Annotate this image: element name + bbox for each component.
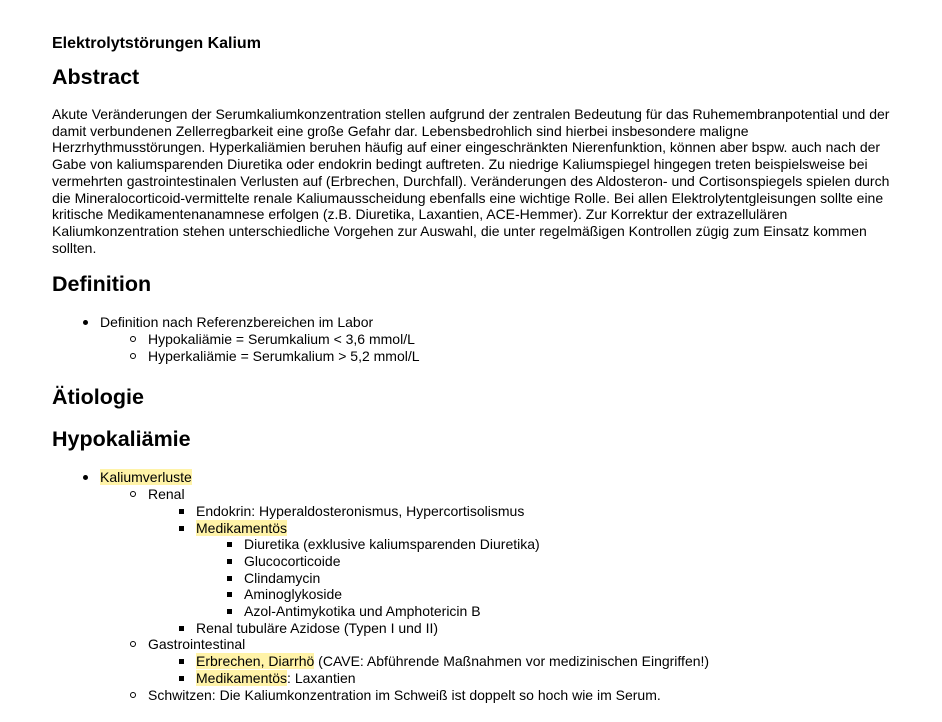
highlight-medikamentoes: Medikamentös (196, 519, 288, 536)
drug-item: Clindamycin (244, 569, 321, 586)
list-item (100, 636, 902, 686)
highlight-kaliumverluste: Kaliumverluste (100, 469, 192, 486)
drug-item: Glucocorticoide (244, 552, 341, 569)
list-item (100, 486, 902, 636)
drug-item: Azol-Antimykotika und Amphotericin B (244, 603, 481, 620)
list-item (196, 603, 902, 620)
highlight-medikamentoes-gi: Medikamentös (196, 669, 288, 686)
list-item (100, 687, 902, 704)
drug-item: Diuretika (exklusive kaliumsparenden Diuretika) (244, 536, 540, 553)
list-item (196, 570, 902, 587)
azidose-item: Renal tubuläre Azidose (Typen I und II) (196, 619, 439, 636)
gastrointestinal-label: Gastrointestinal (148, 636, 246, 653)
heading-aetiologie: Ätiologie (52, 385, 144, 410)
schwitzen-item: Schwitzen: Die Kaliumkonzentration im Schweiß ist doppelt so hoch wie im Serum. (148, 686, 661, 703)
document-title: Elektrolytstörungen Kalium (52, 35, 261, 52)
hypokaliaemie-definition: Hypokaliämie = Serumkalium < 3,6 mmol/L (148, 331, 415, 348)
definition-sublist (100, 331, 902, 364)
list-item (52, 469, 902, 703)
renal-sublist (148, 503, 902, 637)
erbrechen-note: (CAVE: Abführende Maßnahmen vor medizinischen Eingriffen!) (314, 653, 710, 670)
heading-abstract: Abstract (52, 65, 140, 89)
heading-definition: Definition (52, 272, 152, 297)
highlight-erbrechen: Erbrechen, Diarrhö (196, 653, 315, 670)
hypokaliaemie-list (52, 469, 902, 703)
list-item (196, 553, 902, 570)
list-item (148, 520, 902, 620)
list-item (148, 670, 902, 687)
renal-label: Renal (148, 486, 185, 503)
endokrin-item: Endokrin: Hyperaldosteronismus, Hypercortisolismus (196, 502, 525, 519)
hyperkaliaemie-definition: Hyperkaliämie = Serumkalium > 5,2 mmol/L (148, 347, 420, 364)
list-item (196, 536, 902, 553)
heading-hypokaliaemie: Hypokaliämie (52, 427, 191, 452)
definition-item-label: Definition nach Referenzbereichen im Labor (100, 314, 374, 331)
laxantien-note: : Laxantien (287, 669, 356, 686)
gastrointestinal-sublist (148, 653, 902, 686)
kaliumverluste-sublist (100, 486, 902, 703)
list-item (100, 331, 902, 348)
definition-list (52, 314, 902, 364)
list-item (52, 314, 902, 364)
drug-sublist (196, 536, 902, 620)
document (52, 34, 902, 722)
list-item (100, 348, 902, 365)
list-item (148, 620, 902, 637)
list-item (196, 586, 902, 603)
drug-item: Aminoglykoside (244, 586, 343, 603)
abstract-paragraph: Akute Veränderungen der Serumkaliumkonzentration stellen aufgrund der zentralen Bedeutung für das Ruhemembranpotential und der damit verbundenen Zellerregbarkeit eine große Gefahr dar. Lebensbedrohlich sind hierbei insbesondere maligne Herzrhythmusstörungen. Hyperkaliämien beruhen häufig auf einer eingeschränkten Nierenfunktion, können aber bspw. auch nach der Gabe von kaliumsparenden Diuretika oder endokrin bedingt auftreten. Zu niedrige Kaliumspiegel hingegen treten beispielsweise bei vermehrten gastrointestinalen Verlusten auf (Erbrechen, Durchfall). Veränderungen des Aldosteron- und Cortisonspiegels spielen durch die Mineralocorticoid-vermittelte renale Kaliumausscheidung ebenfalls eine wichtige Rolle. Bei allen Elektrolytentgleisungen sollte eine kritische Medikamentenanamnese erfolgen (z.B. Diuretika, Laxantien, ACE-Hemmer). Zur Korrektur der extrazellulären Kaliumkonzentration stehen unterschiedliche Vorgehen zur Auswahl, die unter regelmäßigen Kontrollen zügig zum Einsatz kommen sollten. (52, 106, 890, 256)
list-item (148, 503, 902, 520)
list-item (148, 653, 902, 670)
